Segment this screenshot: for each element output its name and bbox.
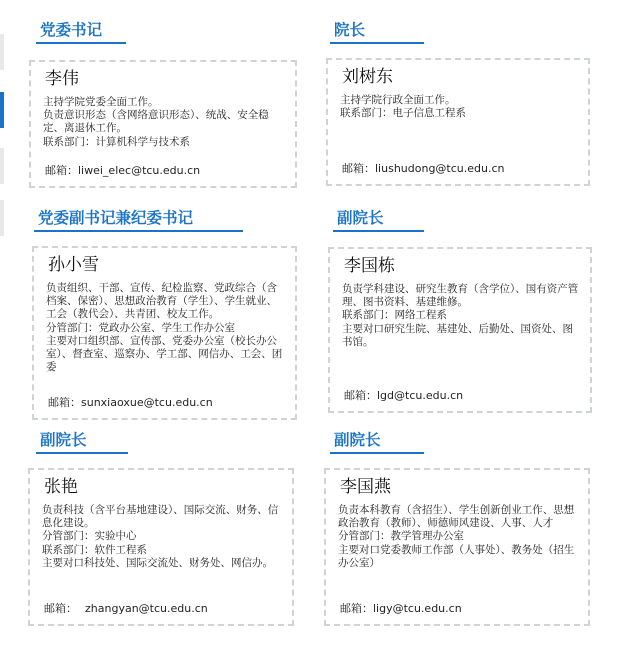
section-heading: 党委副书记兼纪委书记 bbox=[34, 208, 243, 232]
description-line: 主要对口科技处、国际交流处、财务处、网信办。 bbox=[42, 556, 273, 569]
leader-name: 李伟 bbox=[45, 69, 79, 89]
leader-name: 李国栋 bbox=[344, 256, 395, 276]
leader-description bbox=[338, 504, 578, 570]
leader-email bbox=[342, 162, 505, 176]
section-heading: 副院长 bbox=[330, 430, 424, 454]
email-link[interactable]: liwei_elec@tcu.edu.cn bbox=[78, 164, 201, 177]
section-heading: 党委书记 bbox=[36, 20, 126, 44]
side-tab[interactable] bbox=[0, 148, 4, 184]
leader-description bbox=[43, 96, 285, 149]
leader-name: 李国燕 bbox=[340, 477, 391, 497]
description-line: 负责学科建设、研究生教育（含学位）、国有资产管理、图书资料、基建维修。 bbox=[342, 283, 579, 309]
description-line: 主要对口组织部、宣传部、党委办公室（校长办公室）、督查室、巡察办、学工部、网信办、工会、团委 bbox=[46, 334, 283, 374]
leader-name: 孙小雪 bbox=[48, 255, 99, 275]
section-heading: 院长 bbox=[330, 20, 424, 44]
section-heading: 副院长 bbox=[333, 208, 424, 232]
email-link[interactable]: sunxiaoxue@tcu.edu.cn bbox=[81, 396, 213, 409]
leader-description bbox=[342, 283, 580, 349]
email-label: 邮箱： bbox=[342, 162, 375, 175]
description-line: 联系部门：电子信息工程系 bbox=[340, 107, 466, 120]
leader-email bbox=[340, 602, 462, 616]
leader-description bbox=[42, 504, 282, 570]
leader-card bbox=[324, 468, 590, 626]
description-line: 分管部门：党政办公室、学生工作办公室 bbox=[46, 321, 235, 334]
description-line: 负责组织、干部、宣传、纪检监察、党政综合（含档案、保密）、思想政治教育（学生）、学生就业、工会（教代会）、共青团、校友工作。 bbox=[46, 282, 277, 321]
leader-card bbox=[29, 60, 297, 188]
email-link[interactable]: ligy@tcu.edu.cn bbox=[373, 602, 462, 615]
description-line: 负责科技（含平台基地建设）、国际交流、财务、信息化建设。 bbox=[42, 504, 279, 530]
email-label: 邮箱： bbox=[48, 396, 81, 409]
email-label: 邮箱： bbox=[340, 602, 373, 615]
description-line: 联系部门：网络工程系 bbox=[342, 309, 447, 322]
description-line: 联系部门：计算机科学与技术系 bbox=[43, 135, 190, 148]
leader-card bbox=[328, 247, 592, 413]
description-line: 负责本科教育（含招生）、学生创新创业工作、思想政治教育（教师）、师德师风建设、人事、人才 bbox=[338, 504, 575, 530]
leader-card bbox=[326, 58, 590, 186]
email-link[interactable]: lgd@tcu.edu.cn bbox=[377, 389, 464, 402]
email-label: 邮箱： bbox=[344, 389, 377, 402]
side-tab[interactable] bbox=[0, 200, 4, 236]
side-tab[interactable] bbox=[0, 34, 4, 70]
section-heading: 副院长 bbox=[36, 430, 128, 454]
email-label: 邮箱： bbox=[45, 164, 78, 177]
leader-email bbox=[45, 164, 200, 178]
leader-email bbox=[44, 602, 208, 616]
description-line: 联系部门：软件工程系 bbox=[42, 543, 147, 556]
email-link[interactable]: zhangyan@tcu.edu.cn bbox=[85, 602, 208, 615]
leader-card bbox=[28, 468, 294, 626]
side-tab-active[interactable] bbox=[0, 92, 4, 128]
leader-description bbox=[340, 94, 578, 120]
description-line: 分管部门：教学管理办公室 bbox=[338, 530, 464, 543]
leader-card bbox=[32, 246, 297, 420]
leader-email bbox=[48, 396, 213, 410]
email-label: 邮箱： bbox=[44, 602, 77, 615]
description-line: 主要对口研究生院、基建处、后勤处、国资处、图书馆。 bbox=[342, 322, 573, 348]
description-line: 主持学院行政全面工作。 bbox=[340, 94, 456, 106]
description-line: 主要对口党委教师工作部（人事处）、教务处（招生办公室） bbox=[338, 543, 575, 569]
leader-email bbox=[344, 389, 463, 403]
leader-name: 张艳 bbox=[44, 477, 78, 497]
leader-description bbox=[46, 282, 285, 374]
description-line: 分管部门：实验中心 bbox=[42, 530, 137, 543]
email-link[interactable]: liushudong@tcu.edu.cn bbox=[375, 162, 505, 175]
description-line: 负责意识形态（含网络意识形态）、统战、安全稳定、离退休工作。 bbox=[43, 109, 269, 135]
description-line: 主持学院党委全面工作。 bbox=[43, 96, 159, 108]
leader-name: 刘树东 bbox=[342, 67, 393, 87]
